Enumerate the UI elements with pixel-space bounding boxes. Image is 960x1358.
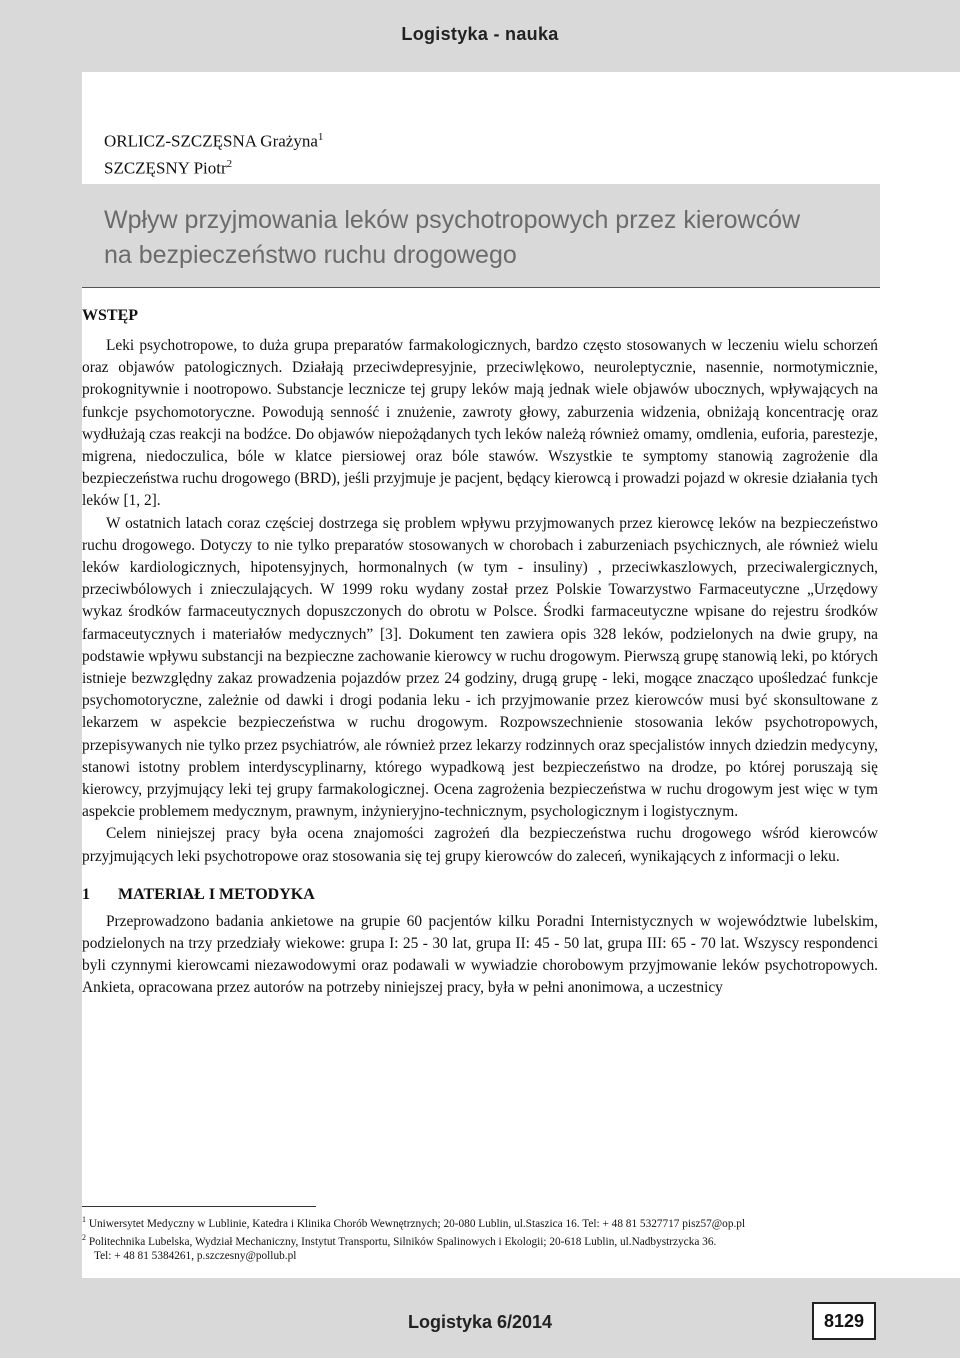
author-footnote-mark: 2 [226, 157, 233, 170]
footnote-2-continuation: Tel: + 48 81 5384261, p.szczesny@pollub.pl [94, 1249, 297, 1262]
left-margin-band [0, 72, 82, 1278]
author-name: SZCZĘSNY Piotr [104, 158, 227, 178]
title-line: na bezpieczeństwo ruchu drogowego [104, 241, 517, 269]
author-list [104, 126, 323, 179]
journal-issue: Logistyka 6/2014 [407, 1312, 553, 1332]
author-name: ORLICZ-SZCZĘSNA Grażyna [104, 131, 318, 151]
footnotes [82, 1206, 878, 1263]
article-title [104, 203, 864, 273]
title-divider [82, 287, 880, 288]
section-heading-intro: WSTĘP [82, 307, 139, 324]
author-footnote-mark: 1 [317, 131, 324, 143]
author-1 [104, 126, 323, 153]
page-number: 8129 [812, 1302, 876, 1340]
footnote-mark: 2 [82, 1233, 86, 1243]
footnote-text: Uniwersytet Medyczny w Lublinie, Katedra i Klinika Chorób Wewnętrznych; 20-080 Lublin, ul.Staszica 16. Tel: + 48 81 5327717 pisz57@op.pl [88, 1217, 746, 1230]
paragraph: Celem niniejszej pracy była ocena znajomości zagrożeń dla bezpieczeństwa ruchu drogowego wśród kierowców przyjmujących leki psychotropowe oraz stosowania się tej grupy kierowców do zaleceń, wynikających z informacji o leku. [82, 825, 878, 865]
journal-section-header: Logistyka - nauka [401, 24, 559, 44]
section-number: 1 [82, 885, 90, 903]
footnote-mark: 1 [82, 1215, 86, 1224]
author-2 [104, 153, 323, 180]
paragraph: Leki psychotropowe, to duża grupa preparatów farmakologicznych, bardzo często stosowanych w leczeniu wielu schorzeń oraz objawów patologicznych. Działają przeciwdepresyjnie, przeciwlękowo, neuroleptycznie, nasennie, normotymicznie, prokognitywnie i nootropowo. Substancje lecznicze tej grupy leków mają jednak wiele objawów ubocznych, wpływających na funkcje psychomotoryczne. Powodują senność i znużenie, zawroty głowy, zaburzenia widzenia, obniżają koncentrację oraz wydłużają czas reakcji na bodźce. Do objawów niepożądanych tych leków należą również omamy, omdlenia, euforia, parestezje, migrena, niedoczulica, bóle w klatce piersiowej oraz bóle stawów. Wszystkie te symptomy stanowią zagrożenie dla bezpieczeństwa ruchu drogowego (BRD), jeśli przyjmuje je pacjent, będący kierowcą i prowadzi pojazd w okresie działania tych leków [1, 2]. [82, 337, 878, 510]
paragraph: Przeprowadzono badania ankietowe na grupie 60 pacjentów kilku Poradni Internistycznych w województwie lubelskim, podzielonych na trzy przedziały wiekowe: grupa I: 25 - 30 lat, grupa II: 45 - 50 lat, grupa III: 65 - 70 lat. Wszyscy respondenci byli czynnymi kierowcami niezawodowymi oraz podawali w wywiadzie chorobowym przyjmowanie leków psychotropowych. Ankieta, opracowana przez autorów na potrzeby niniejszej pracy, była w pełni anonimowa, a uczestnicy [82, 912, 878, 997]
paragraph: W ostatnich latach coraz częściej dostrzega się problem wpływu przyjmowanych przez kierowcę leków na bezpieczeństwo ruchu drogowego. Dotyczy to nie tylko preparatów stosowanych w chorobach i zaburzeniach psychicznych, ale również wielu leków kardiologicznych, hipotensyjnych, hormonalnych (w tym - insuliny) , przeciwkaszlowych, przeciwalergicznych, przeciwbólowych i znieczulających. W 1999 roku wydany został przez Polskie Towarzystwo Farmaceutyczne „Urzędowy wykaz środków farmaceutycznych dopuszczonych do obrotu w Polsce. Środki farmaceutyczne wpisane do rejestru środków farmaceutycznych i materiałów medycznych” [3]. Dokument ten zawiera opis 328 leków, podzielonych na dwie grupy, na podstawie wpływu substancji na bezpieczne zachowanie kierowcy w ruchu drogowym. Pierwszą grupę stanowią leki, po których istnieje bezwzględny zakaz prowadzenia pojazdów przez 24 godziny, drugą grupę - leki, mogące znacząco upośledzać funkcje psychomotoryczne, zależnie od dawki i drogi podania leku - ich przyjmowanie przez kierowców musi być skonsultowane z lekarzem w aspekcie bezpieczeństwa w ruchu drogowym. Rozpowszechnienie stosowania leków psychotropowych, przepisywanych nie tylko przez psychiatrów, ale również przez lekarzy rodzinnych oraz specjalistów innych dziedzin medycyny, stanowi istotny problem interdyscyplinarny, którego wypadkową jest bezpieczeństwo na drodze, po której poruszają się kierowcy, przyjmujący leki tej grupy farmakologicznej. Ocena zagrożenia bezpieczeństwa w ruchu drogowym jest więc w tym aspekcie problemem medycznym, prawnym, inżynieryjno-technicznym, psychologicznym i logistycznym. [82, 514, 878, 821]
title-line: Wpływ przyjmowania leków psychotropowych przez kierowców [104, 206, 801, 234]
article-body [82, 306, 878, 1000]
section-heading-1 [82, 885, 878, 905]
footnote-rule [82, 1206, 316, 1207]
footnote-text: Politechnika Lubelska, Wydział Mechaniczny, Instytut Transportu, Silników Spalinowych i Ekologii; 20-618 Lublin, ul.Nadbystrzycka 36. [88, 1236, 717, 1249]
footnote-1 [82, 1213, 878, 1231]
footnote-2 [82, 1231, 878, 1249]
section-title: MATERIAŁ I METODYKA [118, 885, 315, 903]
